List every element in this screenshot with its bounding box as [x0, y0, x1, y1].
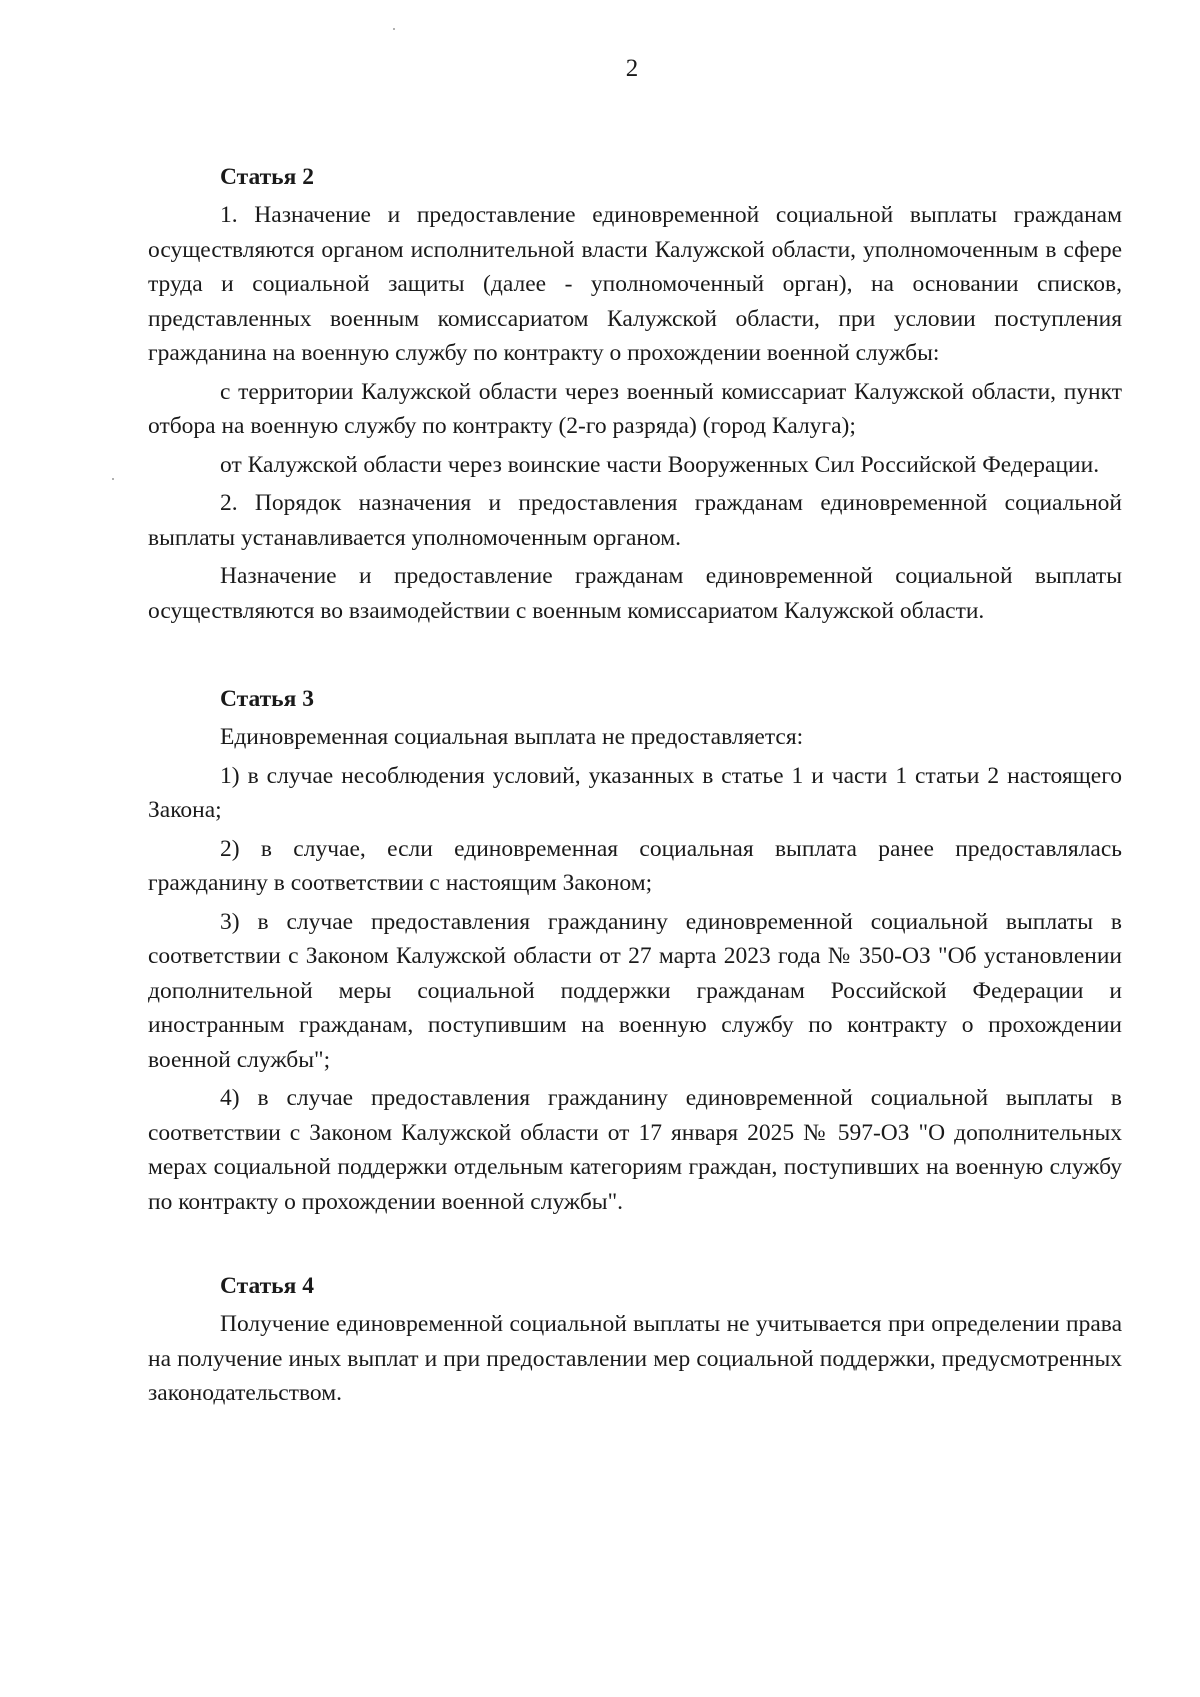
article-4 [148, 1269, 1122, 1411]
article-2-paragraph-2: с территории Калужской области через военный комиссариат Калужской области, пункт отбора на военную службу по контракту (2-го разряда) (город Калуга); [148, 378, 1122, 439]
article-spacer [148, 1223, 1122, 1269]
article-4-paragraph-1: Получение единовременной социальной выплаты не учитывается при определении права на получение иных выплат и при предоставлении мер социальной поддержки, предусмотренных законодательством. [148, 1311, 1122, 1406]
article-title: Статья 3 [220, 686, 314, 712]
scan-speck [393, 28, 395, 30]
article-3-paragraph-5: 4) в случае предоставления гражданину единовременной социальной выплаты в соответствии с Законом Калужской области от 17 января 2025 № 597-ОЗ "О дополнительных мерах социальной поддержки отдельным категориям граждан, поступивших на военную службу по контракту о прохождении военной службы". [148, 1085, 1122, 1215]
article-3-paragraph-3: 2) в случае, если единовременная социальная выплата ранее предоставлялась гражданину в соответствии с настоящим Законом; [148, 835, 1122, 896]
document-body [148, 160, 1122, 1415]
article-2-paragraph-4: 2. Порядок назначения и предоставления гражданам единовременной социальной выплаты устанавливается уполномоченным органом. [148, 490, 1122, 551]
article-2 [148, 160, 1122, 628]
article-3-paragraph-2: 1) в случае несоблюдения условий, указанных в статье 1 и части 1 статьи 2 настоящего Закона; [148, 762, 1122, 823]
article-3-paragraph-1: Единовременная социальная выплата не предоставляется: [220, 724, 804, 750]
article-3-paragraph-4: 3) в случае предоставления гражданину единовременной социальной выплаты в соответствии с Законом Калужской области от 27 марта 2023 года № 350-ОЗ "Об установлении дополнительной меры социальной поддержки гражданам Российской Федерации и иностранным гражданам, поступившим на военную службу по контракту о прохождении военной службы"; [148, 908, 1122, 1073]
article-2-paragraph-3: от Калужской области через воинские части Вооруженных Сил Российской Федерации. [220, 451, 1100, 478]
article-2-paragraph-1: 1. Назначение и предоставление единовременной социальной выплаты гражданам осуществляются органом исполнительной власти Калужской области, уполномоченным в сфере труда и социальной защиты (далее - уполномоченный орган), на основании списков, представленных военным комиссариатом Калужской области, при условии поступления гражданина на военную службу по контракту о прохождении военной службы: [148, 202, 1122, 366]
article-title: Статья 2 [220, 164, 314, 190]
article-spacer [148, 632, 1122, 682]
scan-speck [112, 478, 114, 480]
article-3 [148, 682, 1122, 1219]
article-title: Статья 4 [220, 1273, 314, 1299]
page-number: 2 [625, 55, 639, 82]
article-2-paragraph-5: Назначение и предоставление гражданам единовременной социальной выплаты осуществляются во взаимодействии с военным комиссариатом Калужской области. [148, 563, 1122, 624]
